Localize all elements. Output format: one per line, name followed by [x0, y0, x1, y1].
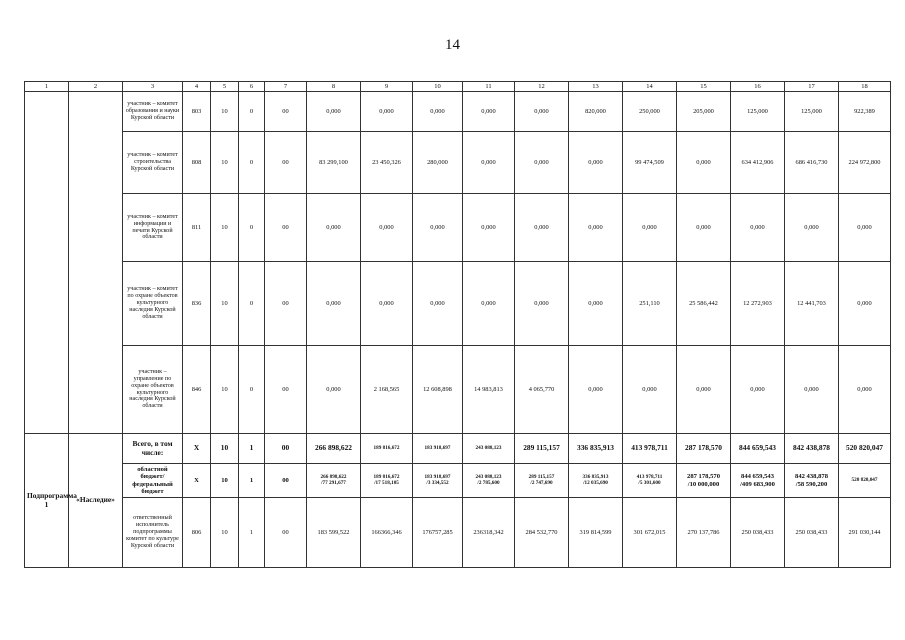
code-cell: X — [183, 464, 211, 498]
value-cell: 0,000 — [839, 346, 891, 434]
value-cell: 0,000 — [463, 92, 515, 132]
value-cell — [307, 464, 361, 498]
value-cell: 0,000 — [361, 194, 413, 262]
value-cell: 280,000 — [413, 132, 463, 194]
value-part: 520 820,047 — [851, 476, 878, 483]
value-cell: 634 412,906 — [731, 132, 785, 194]
column-number: 12 — [515, 82, 569, 92]
participant-name: участник – комитет образования и науки Курской области — [123, 92, 183, 132]
value-cell: 0,000 — [515, 262, 569, 346]
value-cell — [785, 464, 839, 498]
value-cell: 842 438,878 — [785, 434, 839, 464]
value-cell: 25 586,442 — [677, 262, 731, 346]
value-cell: 12 441,703 — [785, 262, 839, 346]
code-cell: 00 — [265, 464, 307, 498]
table-row — [25, 92, 891, 132]
column-number: 10 — [413, 82, 463, 92]
value-cell: 176757,285 — [413, 498, 463, 568]
value-cell: 0,000 — [839, 194, 891, 262]
column-number: 14 — [623, 82, 677, 92]
empty-cell — [69, 92, 123, 434]
code-cell: 00 — [265, 132, 307, 194]
value-part: 189 816,672 — [373, 473, 400, 480]
value-cell: 0,000 — [463, 194, 515, 262]
value-part: /3 334,552 — [426, 479, 449, 486]
participant-name: участник – управление по охране объектов культурного наследия Курской области — [123, 346, 183, 434]
value-cell: 2 168,565 — [361, 346, 413, 434]
column-number: 11 — [463, 82, 515, 92]
value-cell — [361, 464, 413, 498]
table-row — [25, 194, 891, 262]
code-cell: 1 — [239, 464, 265, 498]
code-cell: 0 — [239, 346, 265, 434]
value-cell: 183 599,522 — [307, 498, 361, 568]
value-cell: 183 918,697 — [413, 434, 463, 464]
value-cell: 14 983,813 — [463, 346, 515, 434]
value-cell: 0,000 — [361, 262, 413, 346]
page-number: 14 — [445, 37, 460, 53]
value-cell: 0,000 — [623, 346, 677, 434]
value-cell: 0,000 — [677, 132, 731, 194]
value-cell: 99 474,509 — [623, 132, 677, 194]
code-cell: X — [183, 434, 211, 464]
value-cell: 0,000 — [515, 92, 569, 132]
value-cell: 4 065,770 — [515, 346, 569, 434]
table-row — [25, 346, 891, 434]
value-part: /17 518,105 — [374, 479, 399, 486]
value-cell: 0,000 — [623, 194, 677, 262]
column-number: 16 — [731, 82, 785, 92]
value-cell: 0,000 — [515, 194, 569, 262]
code-cell: 00 — [265, 434, 307, 464]
value-cell — [677, 464, 731, 498]
code-cell: 808 — [183, 132, 211, 194]
value-part: 243 088,123 — [475, 473, 502, 480]
value-cell: 270 137,786 — [677, 498, 731, 568]
value-part: /58 590,200 — [795, 480, 828, 488]
value-cell: 0,000 — [677, 346, 731, 434]
value-part: 413 978,711 — [636, 473, 663, 480]
value-cell: 0,000 — [515, 132, 569, 194]
code-cell: 10 — [211, 434, 239, 464]
value-cell: 166366,346 — [361, 498, 413, 568]
value-cell: 0,000 — [463, 132, 515, 194]
column-number: 8 — [307, 82, 361, 92]
value-cell: 0,000 — [785, 346, 839, 434]
value-cell: 301 672,015 — [623, 498, 677, 568]
total-label: Всего, в том числе: — [123, 434, 183, 464]
budget-label: областной бюджет/ федеральный бюджет — [123, 464, 183, 498]
code-cell: 0 — [239, 194, 265, 262]
table-row-total — [25, 434, 891, 464]
value-cell — [731, 464, 785, 498]
value-cell: 236318,342 — [463, 498, 515, 568]
value-cell: 520 820,047 — [839, 434, 891, 464]
value-cell: 250,000 — [623, 92, 677, 132]
value-cell: 0,000 — [463, 262, 515, 346]
code-cell: 1 — [239, 498, 265, 568]
table-row — [25, 132, 891, 194]
value-cell: 291 030,144 — [839, 498, 891, 568]
column-number: 18 — [839, 82, 891, 92]
value-cell: 12 272,903 — [731, 262, 785, 346]
value-part: 289 115,157 — [528, 473, 555, 480]
value-cell: 0,000 — [307, 194, 361, 262]
value-cell: 820,000 — [569, 92, 623, 132]
value-cell: 0,000 — [413, 262, 463, 346]
table-header-row — [25, 82, 891, 92]
table-row-budget — [25, 464, 891, 498]
value-cell: 266 898,622 — [307, 434, 361, 464]
value-cell: 250 038,433 — [785, 498, 839, 568]
value-cell: 0,000 — [307, 92, 361, 132]
value-cell: 189 816,672 — [361, 434, 413, 464]
value-cell: 0,000 — [677, 194, 731, 262]
code-cell: 00 — [265, 92, 307, 132]
value-cell: 0,000 — [307, 262, 361, 346]
column-number: 5 — [211, 82, 239, 92]
value-part: 336 835,913 — [582, 473, 609, 480]
value-cell: 0,000 — [839, 262, 891, 346]
value-cell: 224 972,800 — [839, 132, 891, 194]
value-cell: 243 088,123 — [463, 434, 515, 464]
value-cell: 0,000 — [413, 92, 463, 132]
value-part: /2 785,600 — [477, 479, 500, 486]
code-cell: 10 — [211, 498, 239, 568]
code-cell: 00 — [265, 262, 307, 346]
value-cell: 0,000 — [361, 92, 413, 132]
code-cell: 10 — [211, 346, 239, 434]
value-cell: 319 814,599 — [569, 498, 623, 568]
value-cell: 250 038,433 — [731, 498, 785, 568]
empty-cell — [25, 92, 69, 434]
value-cell: 336 835,913 — [569, 434, 623, 464]
value-cell: 251,110 — [623, 262, 677, 346]
code-cell: 0 — [239, 262, 265, 346]
value-cell — [839, 464, 891, 498]
value-cell — [413, 464, 463, 498]
value-cell — [623, 464, 677, 498]
value-cell: 0,000 — [785, 194, 839, 262]
value-cell: 12 608,898 — [413, 346, 463, 434]
code-cell: 0 — [239, 132, 265, 194]
value-cell: 125,000 — [731, 92, 785, 132]
table-row — [25, 262, 891, 346]
value-cell — [463, 464, 515, 498]
value-cell: 686 416,730 — [785, 132, 839, 194]
value-part: 844 659,543 — [741, 473, 774, 481]
code-cell: 846 — [183, 346, 211, 434]
value-cell — [515, 464, 569, 498]
code-cell: 00 — [265, 194, 307, 262]
code-cell: 0 — [239, 92, 265, 132]
column-number: 2 — [69, 82, 123, 92]
column-number: 6 — [239, 82, 265, 92]
value-part: 183 918,697 — [424, 473, 451, 480]
subprogram-name: «Наследие» — [69, 434, 123, 568]
column-number: 1 — [25, 82, 69, 92]
value-cell: 0,000 — [569, 194, 623, 262]
column-number: 7 — [265, 82, 307, 92]
value-cell: 205,000 — [677, 92, 731, 132]
value-cell: 0,000 — [307, 346, 361, 434]
code-cell: 00 — [265, 346, 307, 434]
column-number: 17 — [785, 82, 839, 92]
value-part: /5 301,600 — [638, 479, 661, 486]
value-cell: 0,000 — [569, 346, 623, 434]
value-part: 842 438,878 — [795, 473, 828, 481]
value-part: 287 178,570 — [687, 473, 720, 481]
column-number: 9 — [361, 82, 413, 92]
participant-name: участник – комитет информации и печати Курской области — [123, 194, 183, 262]
value-cell: 23 450,326 — [361, 132, 413, 194]
value-cell: 844 659,543 — [731, 434, 785, 464]
value-cell: 0,000 — [413, 194, 463, 262]
column-number: 3 — [123, 82, 183, 92]
code-cell: 1 — [239, 434, 265, 464]
value-part: /77 291,677 — [321, 479, 346, 486]
table-row — [25, 498, 891, 568]
value-part: 266 898,622 — [320, 473, 347, 480]
value-cell — [569, 464, 623, 498]
executor-name: ответственный исполнитель подпрограммы комитет по культуре Курской области — [123, 498, 183, 568]
value-cell: 125,000 — [785, 92, 839, 132]
value-cell: 0,000 — [569, 132, 623, 194]
code-cell: 836 — [183, 262, 211, 346]
code-cell: 10 — [211, 132, 239, 194]
code-cell: 811 — [183, 194, 211, 262]
value-cell: 83 299,100 — [307, 132, 361, 194]
code-cell: 10 — [211, 92, 239, 132]
participant-name: участник – комитет по охране объектов культурного наследия Курской области — [123, 262, 183, 346]
code-cell: 00 — [265, 498, 307, 568]
participant-name: участник – комитет строительства Курской области — [123, 132, 183, 194]
code-cell: 806 — [183, 498, 211, 568]
column-number: 13 — [569, 82, 623, 92]
code-cell: 803 — [183, 92, 211, 132]
column-number: 4 — [183, 82, 211, 92]
subprogram-label: Подпрограмма 1 — [25, 434, 69, 568]
budget-table — [24, 81, 891, 568]
value-part: /2 747,690 — [530, 479, 553, 486]
column-number: 15 — [677, 82, 731, 92]
value-part: /409 683,900 — [740, 480, 775, 488]
value-cell: 287 178,570 — [677, 434, 731, 464]
value-cell: 0,000 — [731, 194, 785, 262]
value-cell: 0,000 — [731, 346, 785, 434]
value-cell: 0,000 — [569, 262, 623, 346]
value-part: /12 035,690 — [583, 479, 608, 486]
code-cell: 10 — [211, 194, 239, 262]
value-cell: 922,389 — [839, 92, 891, 132]
value-cell: 284 532,770 — [515, 498, 569, 568]
value-cell: 413 978,711 — [623, 434, 677, 464]
value-part: /10 000,000 — [687, 480, 720, 488]
value-cell: 289 115,157 — [515, 434, 569, 464]
code-cell: 10 — [211, 262, 239, 346]
code-cell: 10 — [211, 464, 239, 498]
